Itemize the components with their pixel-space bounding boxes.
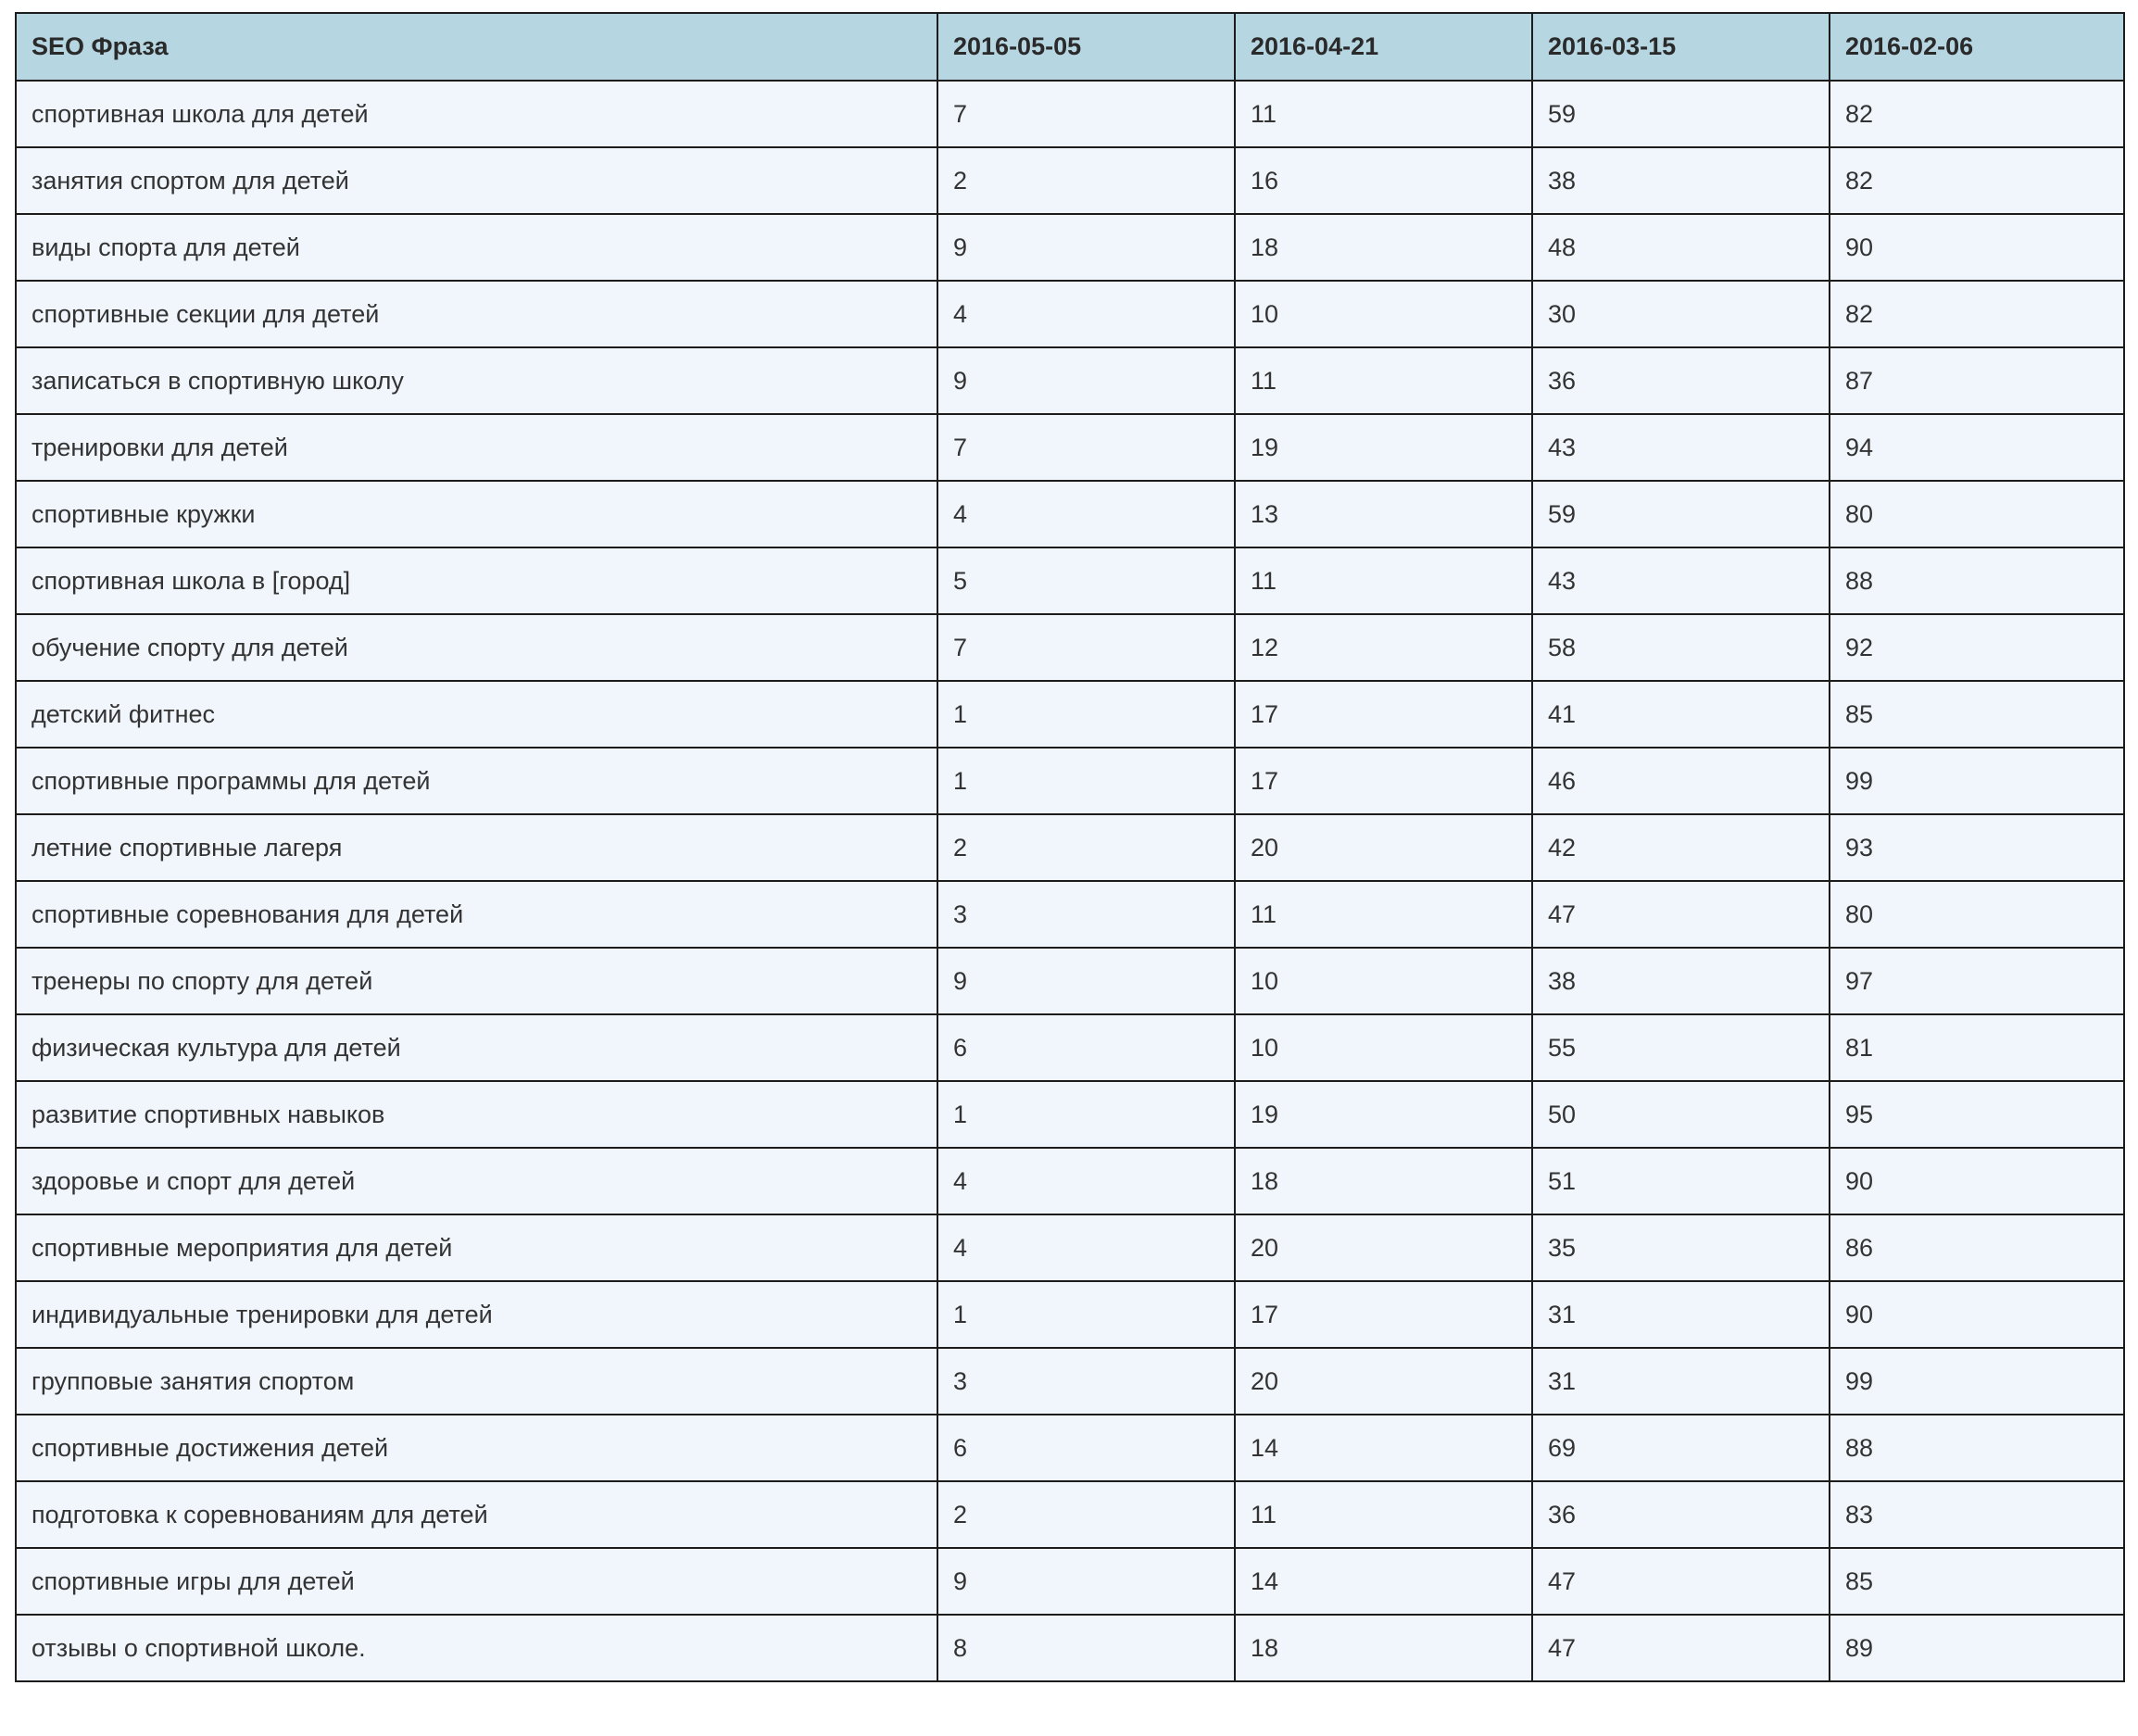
cell-rank-date-3: 36 [1532,1481,1830,1548]
cell-rank-date-2: 17 [1235,1281,1532,1348]
cell-rank-date-1: 4 [937,281,1235,347]
cell-rank-date-4: 90 [1830,1281,2124,1348]
cell-rank-date-4: 97 [1830,948,2124,1014]
header-date-4: 2016-02-06 [1830,13,2124,81]
cell-seo-phrase: тренировки для детей [16,414,937,481]
cell-rank-date-4: 87 [1830,347,2124,414]
table-row [16,414,2124,481]
cell-rank-date-3: 31 [1532,1281,1830,1348]
cell-rank-date-2: 20 [1235,1214,1532,1281]
cell-rank-date-2: 10 [1235,281,1532,347]
cell-rank-date-1: 3 [937,1348,1235,1415]
cell-rank-date-4: 82 [1830,147,2124,214]
cell-rank-date-1: 9 [937,1548,1235,1615]
cell-rank-date-3: 59 [1532,481,1830,547]
cell-seo-phrase: спортивные соревнования для детей [16,881,937,948]
cell-rank-date-2: 17 [1235,681,1532,748]
table-body [16,81,2124,1681]
seo-rankings-table [15,12,2125,1682]
cell-rank-date-3: 47 [1532,1615,1830,1681]
cell-rank-date-2: 19 [1235,414,1532,481]
cell-rank-date-1: 8 [937,1615,1235,1681]
table-row [16,214,2124,281]
cell-rank-date-4: 86 [1830,1214,2124,1281]
cell-rank-date-4: 90 [1830,1148,2124,1214]
table-row [16,281,2124,347]
cell-rank-date-2: 19 [1235,1081,1532,1148]
cell-rank-date-4: 94 [1830,414,2124,481]
cell-rank-date-3: 51 [1532,1148,1830,1214]
table-header [16,13,2124,81]
cell-rank-date-4: 93 [1830,814,2124,881]
cell-rank-date-4: 80 [1830,881,2124,948]
cell-rank-date-1: 1 [937,1281,1235,1348]
cell-rank-date-1: 4 [937,1148,1235,1214]
cell-rank-date-2: 14 [1235,1415,1532,1481]
cell-rank-date-1: 4 [937,481,1235,547]
cell-rank-date-4: 95 [1830,1081,2124,1148]
cell-rank-date-4: 88 [1830,547,2124,614]
cell-rank-date-1: 7 [937,414,1235,481]
cell-seo-phrase: записаться в спортивную школу [16,347,937,414]
cell-rank-date-1: 7 [937,614,1235,681]
cell-rank-date-1: 5 [937,547,1235,614]
cell-rank-date-3: 41 [1532,681,1830,748]
table-row [16,748,2124,814]
table-row [16,1548,2124,1615]
cell-rank-date-3: 43 [1532,547,1830,614]
cell-rank-date-2: 18 [1235,1615,1532,1681]
table-row [16,1081,2124,1148]
cell-rank-date-3: 38 [1532,948,1830,1014]
cell-rank-date-1: 2 [937,814,1235,881]
cell-rank-date-3: 59 [1532,81,1830,147]
cell-rank-date-4: 92 [1830,614,2124,681]
table-row [16,1615,2124,1681]
cell-seo-phrase: спортивные мероприятия для детей [16,1214,937,1281]
cell-rank-date-4: 80 [1830,481,2124,547]
cell-rank-date-4: 81 [1830,1014,2124,1081]
table-row [16,948,2124,1014]
cell-rank-date-4: 85 [1830,1548,2124,1615]
cell-seo-phrase: спортивные достижения детей [16,1415,937,1481]
cell-seo-phrase: групповые занятия спортом [16,1348,937,1415]
cell-seo-phrase: спортивные игры для детей [16,1548,937,1615]
cell-seo-phrase: подготовка к соревнованиям для детей [16,1481,937,1548]
cell-rank-date-1: 1 [937,748,1235,814]
table-row [16,1481,2124,1548]
cell-rank-date-1: 6 [937,1415,1235,1481]
cell-rank-date-1: 2 [937,147,1235,214]
cell-seo-phrase: индивидуальные тренировки для детей [16,1281,937,1348]
cell-seo-phrase: развитие спортивных навыков [16,1081,937,1148]
cell-rank-date-4: 89 [1830,1615,2124,1681]
cell-seo-phrase: детский фитнес [16,681,937,748]
cell-rank-date-2: 18 [1235,1148,1532,1214]
cell-rank-date-3: 36 [1532,347,1830,414]
table-row [16,1148,2124,1214]
cell-rank-date-2: 12 [1235,614,1532,681]
table-row [16,1014,2124,1081]
table-row [16,1281,2124,1348]
cell-rank-date-1: 1 [937,681,1235,748]
table-row [16,614,2124,681]
cell-seo-phrase: спортивная школа в [город] [16,547,937,614]
cell-rank-date-3: 43 [1532,414,1830,481]
cell-rank-date-3: 50 [1532,1081,1830,1148]
cell-seo-phrase: спортивные кружки [16,481,937,547]
cell-rank-date-1: 9 [937,214,1235,281]
cell-seo-phrase: спортивные программы для детей [16,748,937,814]
header-row [16,13,2124,81]
table-row [16,814,2124,881]
cell-rank-date-2: 18 [1235,214,1532,281]
header-seo-phrase: SEO Фраза [16,13,937,81]
cell-rank-date-1: 2 [937,1481,1235,1548]
cell-rank-date-2: 20 [1235,814,1532,881]
header-date-1: 2016-05-05 [937,13,1235,81]
cell-seo-phrase: обучение спорту для детей [16,614,937,681]
cell-rank-date-2: 11 [1235,1481,1532,1548]
cell-rank-date-3: 46 [1532,748,1830,814]
cell-rank-date-4: 99 [1830,1348,2124,1415]
cell-rank-date-1: 4 [937,1214,1235,1281]
cell-rank-date-3: 48 [1532,214,1830,281]
cell-seo-phrase: тренеры по спорту для детей [16,948,937,1014]
table-row [16,481,2124,547]
cell-seo-phrase: отзывы о спортивной школе. [16,1615,937,1681]
cell-rank-date-1: 1 [937,1081,1235,1148]
cell-seo-phrase: физическая культура для детей [16,1014,937,1081]
cell-rank-date-2: 17 [1235,748,1532,814]
cell-seo-phrase: занятия спортом для детей [16,147,937,214]
table-row [16,681,2124,748]
cell-rank-date-2: 11 [1235,347,1532,414]
header-date-2: 2016-04-21 [1235,13,1532,81]
cell-rank-date-3: 69 [1532,1415,1830,1481]
seo-rankings-table-container [15,12,2123,1682]
cell-rank-date-2: 13 [1235,481,1532,547]
cell-rank-date-3: 47 [1532,881,1830,948]
table-row [16,81,2124,147]
cell-rank-date-4: 82 [1830,281,2124,347]
cell-rank-date-3: 30 [1532,281,1830,347]
cell-rank-date-2: 11 [1235,81,1532,147]
cell-rank-date-3: 55 [1532,1014,1830,1081]
cell-rank-date-3: 31 [1532,1348,1830,1415]
cell-seo-phrase: спортивная школа для детей [16,81,937,147]
table-row [16,547,2124,614]
cell-rank-date-3: 58 [1532,614,1830,681]
cell-rank-date-3: 42 [1532,814,1830,881]
cell-seo-phrase: виды спорта для детей [16,214,937,281]
cell-rank-date-1: 9 [937,948,1235,1014]
table-row [16,347,2124,414]
table-row [16,1348,2124,1415]
cell-rank-date-4: 83 [1830,1481,2124,1548]
cell-rank-date-2: 10 [1235,1014,1532,1081]
cell-rank-date-2: 16 [1235,147,1532,214]
cell-seo-phrase: здоровье и спорт для детей [16,1148,937,1214]
cell-rank-date-2: 20 [1235,1348,1532,1415]
cell-rank-date-3: 47 [1532,1548,1830,1615]
cell-rank-date-1: 6 [937,1014,1235,1081]
header-date-3: 2016-03-15 [1532,13,1830,81]
cell-rank-date-4: 88 [1830,1415,2124,1481]
cell-rank-date-4: 90 [1830,214,2124,281]
cell-rank-date-1: 7 [937,81,1235,147]
cell-rank-date-4: 85 [1830,681,2124,748]
cell-rank-date-1: 9 [937,347,1235,414]
cell-rank-date-2: 10 [1235,948,1532,1014]
cell-rank-date-2: 11 [1235,881,1532,948]
cell-rank-date-2: 14 [1235,1548,1532,1615]
table-row [16,1214,2124,1281]
cell-rank-date-2: 11 [1235,547,1532,614]
cell-rank-date-4: 82 [1830,81,2124,147]
table-row [16,881,2124,948]
cell-seo-phrase: летние спортивные лагеря [16,814,937,881]
cell-rank-date-3: 38 [1532,147,1830,214]
cell-seo-phrase: спортивные секции для детей [16,281,937,347]
table-row [16,147,2124,214]
cell-rank-date-4: 99 [1830,748,2124,814]
cell-rank-date-3: 35 [1532,1214,1830,1281]
table-row [16,1415,2124,1481]
cell-rank-date-1: 3 [937,881,1235,948]
